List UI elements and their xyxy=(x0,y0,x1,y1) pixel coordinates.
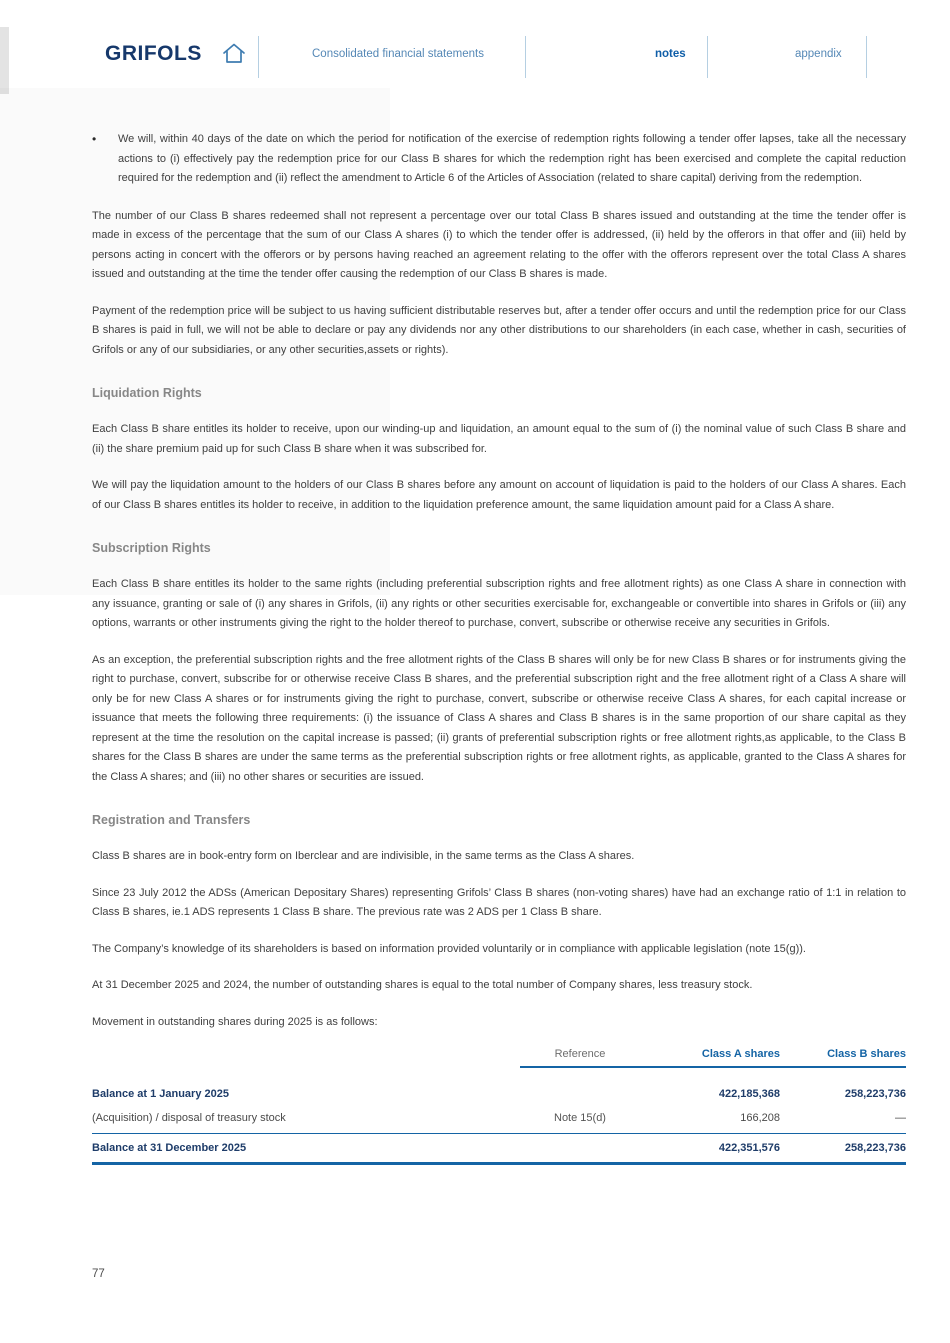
grifols-logo[interactable]: GRIFOLS xyxy=(105,42,202,65)
header-reference: Reference xyxy=(520,1042,640,1067)
heading-registration-transfers: Registration and Transfers xyxy=(92,813,251,827)
page-header xyxy=(0,30,950,82)
bullet-marker: • xyxy=(92,132,97,146)
row-reference: Note 15(d) xyxy=(554,1112,606,1124)
paragraph-subscription-2: As an exception, the preferential subscription rights and the free allotment rights of the Class B shares will only be for new Class B shares or for instruments giving the right to purchase, convert, subscribe for or otherwise receive Class B shares, and the preferential subscription right and the free allotment right of a Class A share will only be for new Class A shares or for instruments giving the right to purchase, convert, subscribe or otherwise receive Class A shares, for each capital increase or issuance that meets the following three requirements: (i) the issuance of Class A shares and Class B shares is in the same proportion of our share capital as they represent at the time the resolution on the capital increase is passed; (ii) grants of preferential subscription rights or free allotment rights,as applicable, to the Class B shares for the Class B shares are under the same terms as the preferential subscription rights or free allotment rights, as applicable, granted to the Class A shares for the Class A shares; and (iii) no other shares or securities are issued. xyxy=(92,653,906,783)
nav-notes-active[interactable]: notes xyxy=(655,48,686,60)
header-label-column xyxy=(92,1042,520,1067)
header-divider xyxy=(525,36,526,78)
row-reference xyxy=(520,1067,640,1106)
row-label: Balance at 1 January 2025 xyxy=(92,1087,229,1100)
nav-appendix[interactable]: appendix xyxy=(795,48,842,60)
table-header-row xyxy=(92,1042,906,1067)
row-class-b-value: 258,223,736 xyxy=(844,1088,906,1100)
header-divider xyxy=(866,36,867,78)
row-class-a-value: 422,185,368 xyxy=(718,1088,780,1100)
shares-movement-table xyxy=(92,1042,906,1165)
home-icon[interactable] xyxy=(221,41,247,67)
header-divider xyxy=(258,36,259,78)
paragraph-registration-3: The Company’s knowledge of its shareholders is based on information provided voluntarily or in compliance with applicable legislation (note 15(g)). xyxy=(92,942,806,955)
row-class-b-value: — xyxy=(895,1112,906,1124)
row-reference xyxy=(520,1134,640,1164)
heading-liquidation-rights: Liquidation Rights xyxy=(92,386,202,400)
table-row-balance-31-december xyxy=(92,1134,906,1164)
bullet-list-item xyxy=(92,130,906,189)
document-body xyxy=(92,130,906,1165)
paragraph-redemption-ratio: The number of our Class B shares redeemed shall not represent a percentage over our total Class B shares issued and outstanding at the time the tender offer is made in excess of the percentage that the sum of our Class A shares (i) to which the tender offer is addressed, (ii) held by the offerors in that offer and (iii) held by persons acting in concert with the offerors or by persons having reached an agreement relating to the offer with the offerors represent over the total Class A shares issued and outstanding at the time the tender offer causing the redemption of our Class B shares is made. xyxy=(92,209,906,280)
heading-subscription-rights: Subscription Rights xyxy=(92,541,211,555)
table-intro-text: Movement in outstanding shares during 2025 is as follows: xyxy=(92,1015,378,1028)
page-number: 77 xyxy=(92,1268,105,1280)
row-label: Balance at 31 December 2025 xyxy=(92,1134,520,1164)
header-divider xyxy=(707,36,708,78)
paragraph-redemption-actions: We will, within 40 days of the date on which the period for notification of the exercise of redemption rights following a tender offer lapses, take all the necessary actions to (i) effectively pay the redemption price for our Class B shares for which the redemption right has been exercised and complete the capital reduction required for the redemption and (ii) reflect the amendment to Article 6 of the Articles of Association (related to share capital) deriving from the redemption. xyxy=(118,133,906,184)
paragraph-registration-1: Class B shares are in book-entry form on Iberclear and are indivisible, in the same terms as the Class A shares. xyxy=(92,850,635,862)
row-class-a-value: 422,351,576 xyxy=(640,1134,780,1164)
table-row-balance-1-january xyxy=(92,1067,906,1106)
paragraph-liquidation-1: Each Class B share entitles its holder to receive, upon our winding-up and liquidation, an amount equal to the sum of (i) the nominal value of such Class B share and (ii) the share premium paid up for such Class B share when it was subscribed for. xyxy=(92,423,906,455)
row-label: (Acquisition) / disposal of treasury stock xyxy=(92,1112,286,1124)
paragraph-subscription-1: Each Class B share entitles its holder to the same rights (including preferential subscription rights and free allotment rights) as one Class A share in connection with any issuance, granting or sale of (i) any shares in Grifols, (ii) any rights or other securities exercisable for, exchangeable or convertible into shares in Grifols or (iii) any options, warrants or other instruments giving the right to the holder thereof to purchase, convert, subscribe or otherwise receive any securities in Grifols. xyxy=(92,578,906,629)
paragraph-redemption-payment: Payment of the redemption price will be subject to us having sufficient distributable reserves but, after a tender offer occurs and until the redemption price for our Class B shares is paid in full, we will not be able to declare or pay any dividends nor any other distributions to our shareholders (in each case, whether in cash, securities of Grifols or any of our subsidiaries, or any other securities,assets or rights). xyxy=(92,304,906,356)
table-row-treasury-stock xyxy=(92,1106,906,1134)
paragraph-registration-4: At 31 December 2025 and 2024, the number of outstanding shares is equal to the total number of Company shares, less treasury stock. xyxy=(92,979,753,991)
nav-consolidated-financial-statements[interactable]: Consolidated financial statements xyxy=(312,48,484,60)
header-class-a-shares: Class A shares xyxy=(640,1042,780,1067)
row-class-a-value: 166,208 xyxy=(740,1112,780,1124)
paragraph-registration-2: Since 23 July 2012 the ADSs (American Depositary Shares) representing Grifols’ Class B shares (non-voting shares) have had an exchange ratio of 1:1 in relation to Class B shares, ie.1 ADS represents 1 Class B share. The previous rate was 2 ADS per 1 Class B share. xyxy=(92,886,906,918)
paragraph-liquidation-2: We will pay the liquidation amount to the holders of our Class B shares before any amount on account of liquidation is paid to the holders of our Class A shares. Each of our Class B shares entitles its holder to receive, in addition to the liquidation preference amount, the same liquidation amount paid for a Class A share. xyxy=(92,479,906,511)
header-class-b-shares: Class B shares xyxy=(780,1042,906,1067)
row-class-b-value: 258,223,736 xyxy=(780,1134,906,1164)
